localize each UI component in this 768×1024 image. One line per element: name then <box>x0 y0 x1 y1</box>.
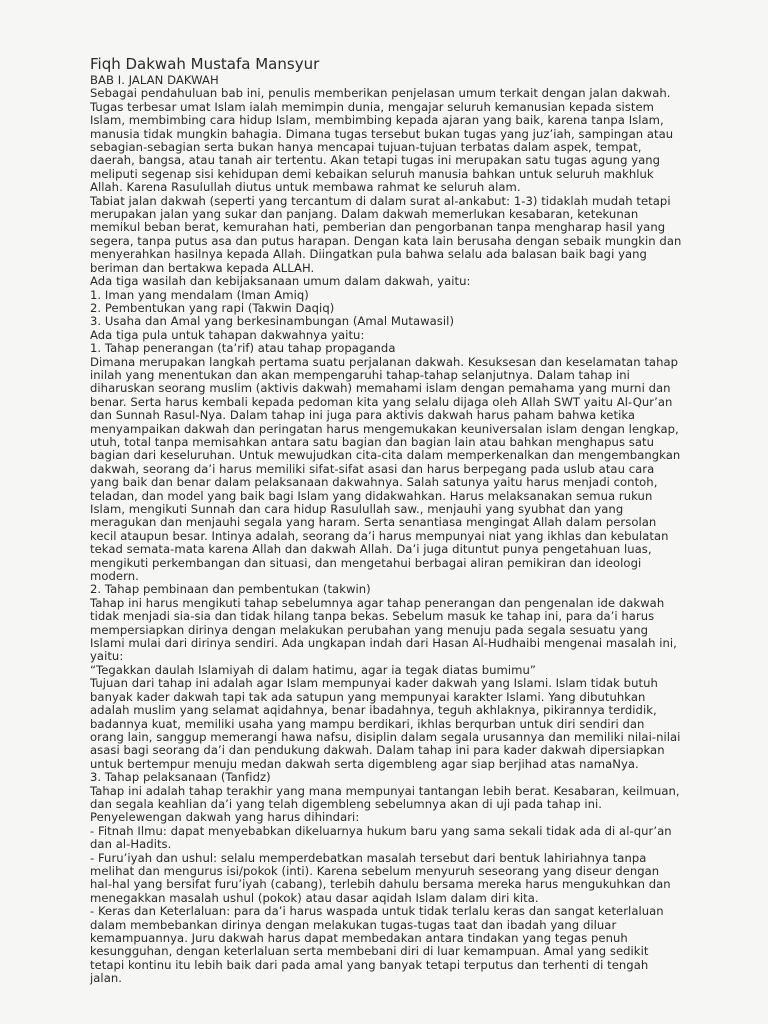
text-line: kecil ataupun besar. Intinya adalah, seorang da’i harus mempunyai niat yang ikhlas dan kebulatan <box>90 528 669 543</box>
text-line: menegakkan masalah ushul (pokok) atau dasar aqidah Islam dalam diri kita. <box>90 890 539 905</box>
text-line: 1. Iman yang mendalam (Iman Amiq) <box>90 287 309 302</box>
text-line: Ada tiga pula untuk tahapan dakwahnya yaitu: <box>90 327 365 342</box>
text-line: mengikuti perkembangan dan situasi, dan mengetahui berbagai aliran pemikiran dan ideologi <box>90 555 642 570</box>
text-line: kesungguhan, dengan keterlaluan serta membebani diri di luar kemampuan. Amal yang sedikit <box>90 944 649 959</box>
text-line: Islam, membimbing cara hidup Islam, membimbing kepada ajaran yang baik, karena tanpa Islam, <box>90 113 664 128</box>
text-line: menyerahkan hasilnya kepada Allah. Diingatkan pula bahwa selalu ada balasan baik bagi yang <box>90 247 647 262</box>
text-line: daerah, bangsa, atau tanah air tertentu. Akan tetapi tugas ini merupakan satu tugas agung yang <box>90 153 661 168</box>
text-line: merupakan jalan yang sukar dan panjang. Dalam dakwah memerlukan kesabaran, ketekunan <box>90 207 639 222</box>
text-line: mempersiapkan dirinya dengan melakukan perubahan yang menuju pada segala sesuatu yang <box>90 622 649 637</box>
text-line: sebagian-sebagian serta bukan hanya mencapai tujuan-tujuan terbatas dalam aspek, tempat, <box>90 140 642 155</box>
text-line: Islam, mengikuti Sunnah dan cara hidup Rasulullah saw., menjauhi yang syubhat dan yang <box>90 502 624 516</box>
text-line: segera, tanpa putus asa dan putus harapan. Dengan kata lain berusaha dengan sebaik mungkin dan <box>90 233 682 248</box>
text-line: Ada tiga wasilah dan kebijaksanaan umum dalam dakwah, yaitu: <box>90 274 471 289</box>
text-line: menyampaikan dakwah dan peringatan harus mengemukakan keuniversalan islam dengan lengkap, <box>90 421 679 436</box>
text-line: teladan, dan model yang baik bagi Islam yang didakwahkan. Harus melaksanakan semua rukun <box>90 488 653 503</box>
text-line: dalam membebankan dirinya dengan melakukan tugas-tugas taat dan ibadah yang diluar <box>90 917 617 932</box>
text-line: meragukan dan menjauhi segala yang haram. Serta senantiasa mengingat Allah dalam persolan <box>90 515 657 530</box>
text-line: badannya kuat, memiliki usaha yang mampu berdikari, ikhlas berqurban untuk diri sendiri dan <box>90 716 645 731</box>
text-line: jalan. <box>90 971 122 986</box>
text-line: melihat dan mengurus isi/pokok (inti). Karena sebelum menyuruh seseorang yang diseur dengan <box>90 863 660 878</box>
text-line: yang baik dan benar dalam pelaksanaan dakwahnya. Salah satunya yaitu harus menjadi contoh, <box>90 475 658 490</box>
text-line: 3. Usaha dan Amal yang berkesinambungan (Amal Mutawasil) <box>90 314 455 329</box>
text-line: diharuskan seorang muslim (aktivis dakwah) memahami islam dengan pemahama yang murni dan <box>90 381 671 396</box>
text-line: 2. Tahap pembinaan dan pembentukan (takwin) <box>90 582 371 597</box>
text-line: meliputi segenap sisi kehidupan demi kebaikan seluruh manusia bahkan untuk seluruh makhluk <box>90 166 654 181</box>
text-line: asasi bagi seorang da’i dan pendukung dakwah. Dalam tahap ini para kader dakwah dipersiapkan <box>90 743 665 758</box>
text-line: bagian dari keseluruhan. Untuk mewujudkan cita-cita dalam memperkenalkan dan mengembangkan <box>90 448 681 463</box>
text-line: benar. Serta harus kembali kepada pedoman kita yang selalu dijaga oleh Allah SWT yaitu Al-Qur’an <box>90 394 673 409</box>
text-line: - Fitnah Ilmu: dapat menyebabkan dikeluarnya hukum baru yang sama sekali tidak ada di al-qur’an <box>90 823 672 838</box>
text-line: hal-hal yang bersifat furu’iyah (cabang), terlebih dahulu bersama mereka harus mengukuhkan dan <box>90 877 671 892</box>
text-line: utuh, total tanpa memisahkan antara satu bagian dan bagian lain atau bahkan menghapus satu <box>90 434 655 449</box>
text-line: beriman dan bertakwa kepada ALLAH. <box>90 260 315 275</box>
text-line: dan al-Hadits. <box>90 837 172 852</box>
text-line: tidak menjadi sia-sia dan tidak hilang tanpa bekas. Sebelum masuk ke tahap ini, para da’i harus <box>90 609 655 624</box>
text-line: Allah. Karena Rasulullah diutus untuk membawa rahmat ke seluruh alam. <box>90 180 521 195</box>
text-line: 1. Tahap penerangan (ta’rif) atau tahap propaganda <box>90 341 396 356</box>
document-title: Fiqh Dakwah Mustafa Mansyur <box>90 55 320 73</box>
text-line: dakwah, seorang da’i harus memiliki sifat-sifat asasi dan harus berpegang pada uslub atau cara <box>90 461 655 476</box>
text-line: Tabiat jalan dakwah (seperti yang tercantum di dalam surat al-ankabut: 1-3) tidaklah mudah tetapi <box>90 193 671 208</box>
text-line: Tahap ini harus mengikuti tahap sebelumnya agar tahap penerangan dan pengenalan ide dakwah <box>90 595 665 610</box>
text-line: - Keras dan Keterlaluan: para da’i harus waspada untuk tidak terlalu keras dan sangat keterlaluan <box>90 904 664 919</box>
text-line: yaitu: <box>90 649 124 664</box>
text-line: dan segala keahlian da’i yang telah digembleng sebelumnya akan di uji pada tahap ini. <box>90 796 603 811</box>
text-line: Tujuan dari tahap ini adalah agar Islam mempunyai kader dakwah yang Islami. Islam tidak butuh <box>90 676 658 691</box>
text-line: adalah muslim yang selamat aqidahnya, benar ibadahnya, teguh akhlaknya, pikirannya terdidik, <box>90 703 657 718</box>
text-line: tekad semata-mata karena Allah dan dakwah Allah. Da’i juga dituntut punya pengetahuan luas, <box>90 542 652 557</box>
text-line: - Furu’iyah dan ushul: selalu memperdebatkan masalah tersebut dari bentuk lahiriahnya tanpa <box>90 850 647 865</box>
text-line: 3. Tahap pelaksanaan (Tanfidz) <box>90 770 271 785</box>
text-line: “Tegakkan daulah Islamiyah di dalam hatimu, agar ia tegak diatas bumimu” <box>90 662 536 677</box>
text-line: orang lain, sanggup memerangi hawa nafsu, disiplin dalam segala urusannya dan memiliki nilai-nilai <box>90 729 681 744</box>
document-text <box>90 74 730 986</box>
text-line: modern. <box>90 569 139 584</box>
text-line: BAB I. JALAN DAKWAH <box>90 73 219 87</box>
text-line: Penyelewengan dakwah yang harus dihindari: <box>90 810 360 825</box>
document-body <box>90 54 730 986</box>
text-line: 2. Pembentukan yang rapi (Takwin Daqiq) <box>90 300 335 315</box>
text-line: Sebagai pendahuluan bab ini, penulis memberikan penjelasan umum terkait dengan jalan dakwah. <box>90 86 671 101</box>
text-line: banyak kader dakwah tapi tak ada satupun yang mempunyai karakter Islami. Yang dibutuhkan <box>90 689 646 704</box>
text-line: Tahap ini adalah tahap terakhir yang mana mempunyai tantangan lebih berat. Kesabaran, keilmuan, <box>90 783 680 798</box>
text-line: manusia tidak mungkin bahagia. Dimana tugas tersebut bukan tugas yang juz’iah, sampingan atau <box>90 126 674 141</box>
text-line: Islami mulai dari dirinya sendiri. Ada ungkapan indah dari Hasan Al-Hudhaibi mengenai masalah ini, <box>90 636 677 651</box>
text-line: untuk bertempur menuju medan dakwah serta digembleng agar siap berjihad atas namaNya. <box>90 756 639 771</box>
text-line: tetapi kontinu itu lebih baik dari pada amal yang banyak tetapi terputus dan terhenti di tengah <box>90 957 649 972</box>
text-line: inilah yang menentukan dan akan mempengaruhi tahap-tahap selanjutnya. Dalam tahap ini <box>90 367 630 382</box>
text-line: memikul beban berat, kemurahan hati, pemberian dan pengorbanan tanpa mengharap hasil yang <box>90 220 666 235</box>
text-line: dan Sunnah Rasul-Nya. Dalam tahap ini juga para aktivis dakwah harus paham bahwa ketika <box>90 408 636 423</box>
text-line: kemampuannya. Juru dakwah harus dapat membedakan antara tindakan yang tegas penuh <box>90 931 628 945</box>
text-line: Tugas terbesar umat Islam ialah memimpin dunia, mengajar seluruh kemanusian kepada sistem <box>90 99 655 114</box>
text-line: Dimana merupakan langkah pertama suatu perjalanan dakwah. Kesuksesan dan keselamatan tahap <box>90 354 679 369</box>
